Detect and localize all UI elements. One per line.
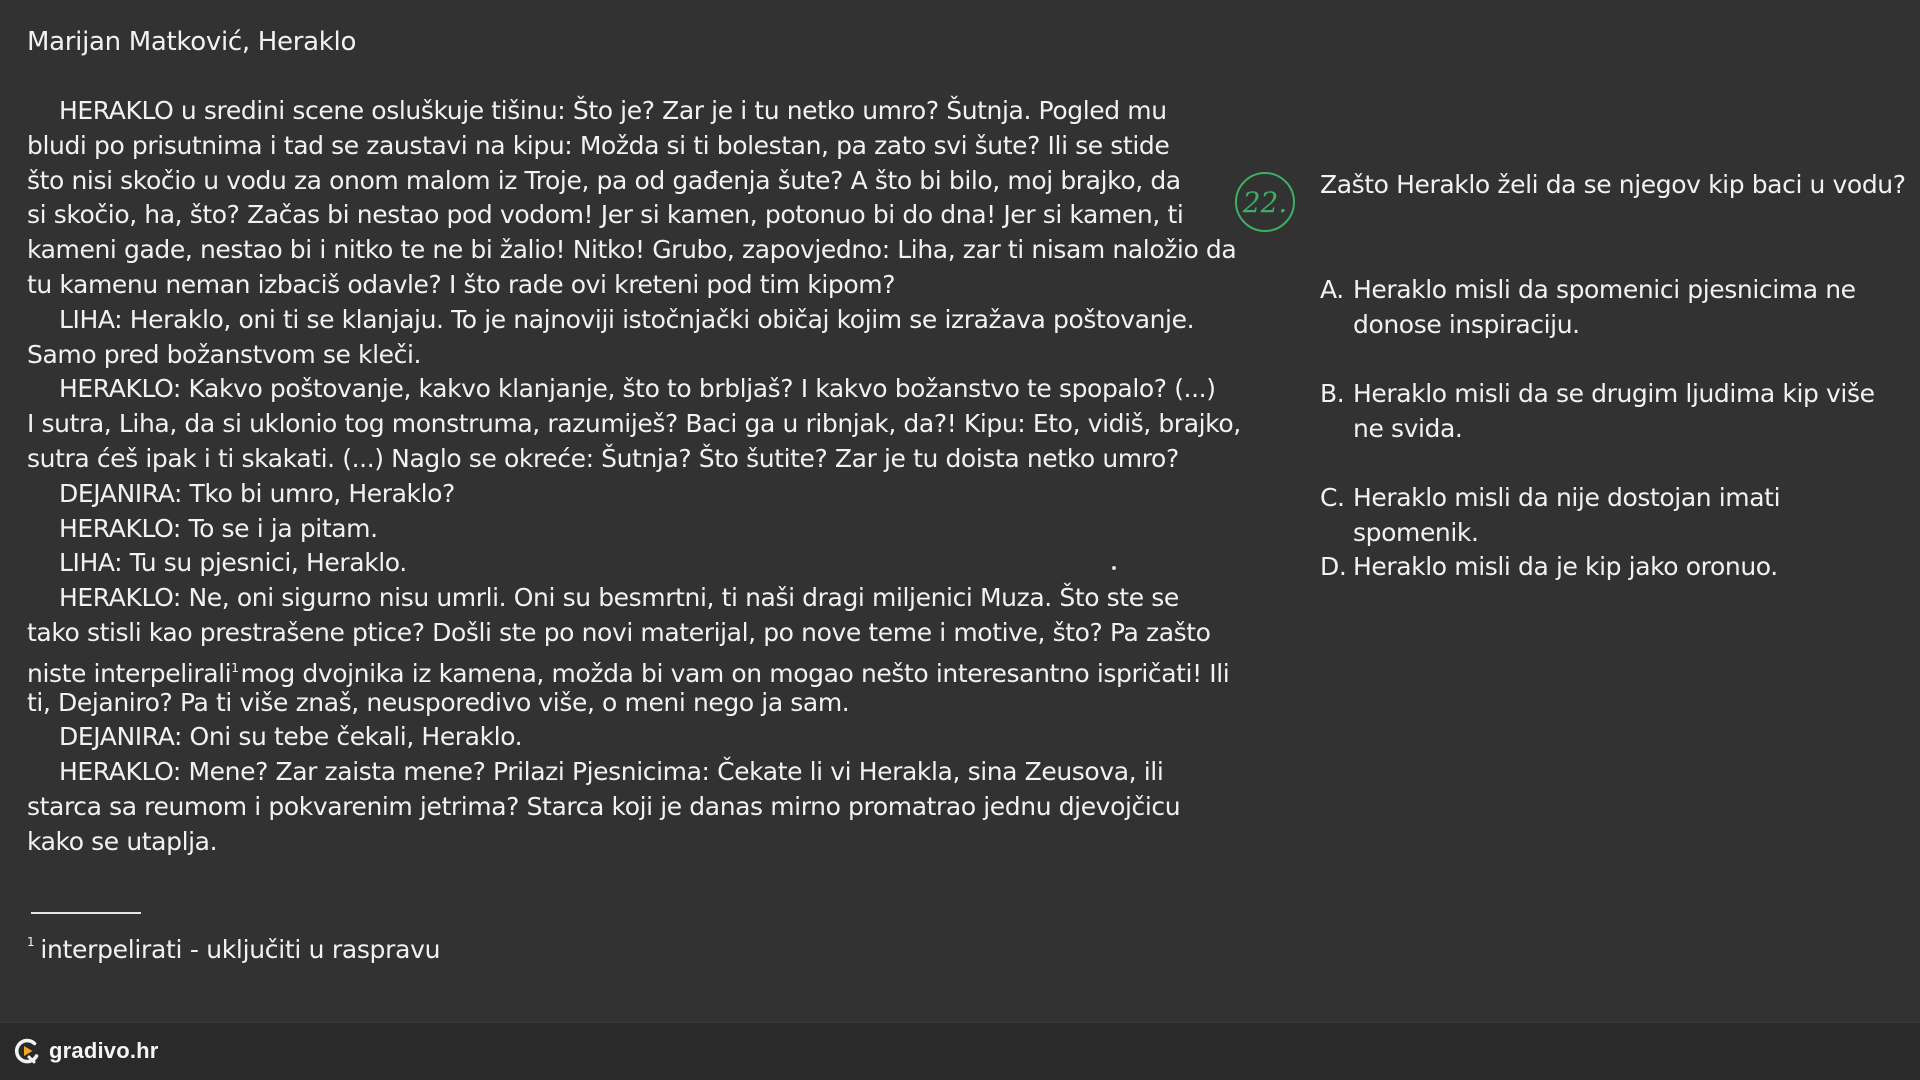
answer-option-d[interactable] <box>1320 549 1910 584</box>
passage-line: HERAKLO: To se i ja pitam. <box>59 513 378 543</box>
passage-line: DEJANIRA: Oni su tebe čekali, Heraklo. <box>59 722 523 752</box>
drama-excerpt <box>27 94 1241 860</box>
question-number: 22. <box>1242 185 1288 219</box>
brand-link[interactable]: gradivo.hr <box>49 1038 159 1063</box>
footnote-reference: 1 <box>231 660 239 675</box>
passage-line: Samo pred božanstvom se kleči. <box>27 339 422 369</box>
passage-line: I sutra, Liha, da si uklonio tog monstruma, razumiješ? Baci ga u ribnjak, da?! Kipu: Eto, vidiš, brajko, <box>27 409 1241 439</box>
option-letter: A. <box>1320 275 1344 304</box>
option-letter: D. <box>1320 552 1347 581</box>
passage-line: tu kamenu neman izbaciš odavle? I što rade ovi kreteni pod tim kipom? <box>27 269 896 299</box>
passage-line: bludi po prisutnima i tad se zaustavi na kipu: Možda si ti bolestan, pa zato svi šute? Ili se stide <box>27 130 1170 160</box>
footnote-mark: 1 <box>27 935 35 949</box>
gradivo-logo-icon[interactable] <box>13 1037 41 1065</box>
passage-text: niste interpelirali <box>27 658 232 688</box>
passage-line: si skočio, ha, što? Začas bi nestao pod vodom! Jer si kamen, potonuo bi do dna! Jer si kamen, ti <box>27 200 1184 230</box>
passage-line: starca sa reumom i pokvarenim jetrima? Starca koji je danas mirno promatrao jednu djevojčicu <box>27 791 1181 821</box>
passage-line: kameni gade, nestao bi i nitko te ne bi žalio! Nitko! Grubo, zapovjedno: Liha, zar ti nisam naložio da <box>27 235 1237 265</box>
passage-line: HERAKLO u sredini scene osluškuje tišinu: Što je? Zar je i tu netko umro? Šutnja. Pogled mu <box>59 96 1167 125</box>
passage-line: što nisi skočio u vodu za onom malom iz Troje, pa od gađenja šute? A što bi bilo, moj brajko, da <box>27 165 1181 195</box>
answer-option-c[interactable] <box>1320 480 1910 550</box>
passage-line: HERAKLO: Kakvo poštovanje, kakvo klanjanje, što to brbljaš? I kakvo božanstvo te spopalo? (...) <box>59 374 1216 404</box>
footer-bar <box>0 1022 1920 1080</box>
passage-line: LIHA: Heraklo, oni ti se klanjaju. To je najnoviji istočnjački običaj kojim se izražava poštovanje. <box>59 304 1195 334</box>
passage-line: HERAKLO: Ne, oni sigurno nisu umrli. Oni su besmrtni, ti naši dragi miljenici Muza. Što ste se <box>59 583 1179 613</box>
passage-line: ti, Dejaniro? Pa ti više znaš, neusporedivo više, o meni nego ja sam. <box>27 687 850 717</box>
passage-line: tako stisli kao prestrašene ptice? Došli ste po novi materijal, po nove teme i motive, što? Pa zašto <box>27 617 1211 647</box>
option-text: Heraklo misli da nije dostojan imati spomenik. <box>1353 483 1781 547</box>
footnote-divider <box>31 912 141 914</box>
footnote-text: interpelirati - uključiti u raspravu <box>40 935 441 964</box>
passage-line: HERAKLO: Mene? Zar zaista mene? Prilazi Pjesnicima: Čekate li vi Herakla, sina Zeusova, ili <box>59 757 1164 787</box>
passage-line: kako se utaplja. <box>27 826 218 856</box>
passage-line-with-footnote <box>27 651 1230 688</box>
stray-pen-dot <box>1112 566 1116 570</box>
option-letter: C. <box>1320 483 1345 512</box>
footnote <box>27 924 440 968</box>
passage-line: sutra ćeš ipak i ti skakati. (...) Naglo se okreće: Šutnja? Što šutite? Zar je tu doista netko umro? <box>27 443 1179 473</box>
answer-option-b[interactable] <box>1320 376 1910 446</box>
option-text: Heraklo misli da spomenici pjesnicima ne donose inspiraciju. <box>1353 275 1856 339</box>
passage-line: DEJANIRA: Tko bi umro, Heraklo? <box>59 478 455 508</box>
option-text: Heraklo misli da je kip jako oronuo. <box>1353 552 1778 581</box>
page-title: Marijan Matković, Heraklo <box>27 27 357 57</box>
question-text: Zašto Heraklo želi da se njegov kip baci u vodu? <box>1320 170 1906 199</box>
question-number-badge <box>1235 172 1295 232</box>
answer-option-a[interactable] <box>1320 272 1910 342</box>
passage-text: mog dvojnika iz kamena, možda bi vam on mogao nešto interesantno ispričati! Ili <box>240 658 1230 688</box>
option-text: Heraklo misli da se drugim ljudima kip više ne svida. <box>1353 379 1875 443</box>
option-letter: B. <box>1320 379 1345 408</box>
passage-line: LIHA: Tu su pjesnici, Heraklo. <box>59 548 407 578</box>
